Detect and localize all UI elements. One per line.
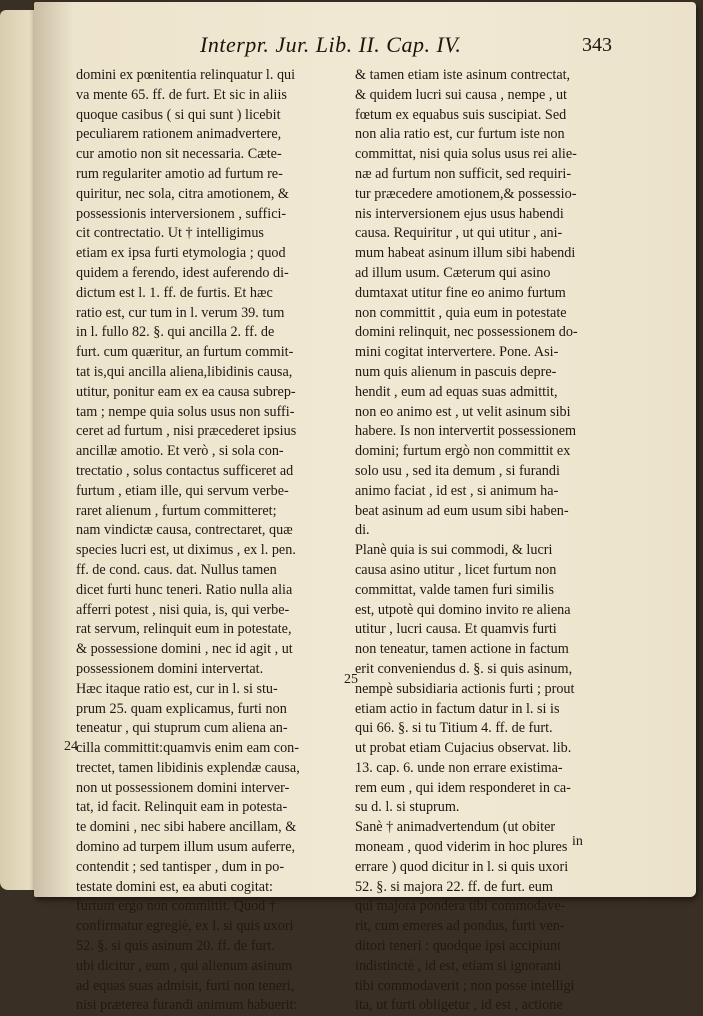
text-line: domini relinquit, nec possessionem do- — [355, 324, 578, 341]
text-line: mum habeat asinum illum sibi habendi — [355, 245, 576, 262]
text-line: & quidem lucri sui causa , nempe , ut — [355, 86, 567, 103]
text-line: ceret ad furtum , nisi præcederet ipsius — [76, 423, 297, 440]
text-line: fœtum ex equabus suis suscipiat. Sed — [355, 106, 567, 123]
text-line: habere. Is non intervertit possessionem — [355, 423, 577, 440]
text-line: tur præcedere amotionem,& possessio- — [355, 185, 577, 202]
text-line: raret alienum , furtum committeret; — [76, 502, 277, 519]
text-line: nisi præterea furandi animum habuerit: — [76, 997, 298, 1014]
text-line: tibi commodaverit ; non posse intelligi — [355, 977, 575, 994]
margin-number-25: 25 — [344, 672, 358, 687]
text-line: ditori teneri : quodque ipsi accipiunt — [355, 938, 562, 955]
text-line: species lucri est, ut diximus , ex l. pen. — [76, 542, 296, 559]
text-line: nam vindictæ causa, contrectaret, quæ — [76, 522, 293, 539]
text-line: furt. cum quæritur, an furtum commit- — [76, 344, 294, 361]
text-line: moneam , quod viderim in hoc plures — [355, 839, 568, 856]
text-line: teneatur , qui stuprum cum aliena an- — [76, 720, 288, 737]
text-line: errare ) quod dicitur in l. si quis uxori — [355, 858, 569, 875]
text-line: dicet furti hunc teneri. Ratio nulla alia — [76, 581, 293, 598]
catchword: in — [572, 834, 583, 849]
text-line: trectatio , solus contactus sufficeret ad — [76, 462, 294, 479]
text-line: contendit ; sed tantisper , dum in po- — [76, 858, 285, 875]
text-line: animo faciat , id est , si animum ha- — [355, 482, 559, 499]
text-line: num quis alienum in pascuis depre- — [355, 363, 557, 380]
text-line: tat, id facit. Relinquit eam in potesta- — [76, 799, 288, 816]
text-line: ff. de cond. caus. dat. Nullus tamen — [76, 561, 277, 578]
text-line: dumtaxat utitur fine eo animo furtum — [355, 284, 566, 301]
text-line: trectet, tamen libidinis explendæ causa, — [76, 759, 300, 776]
text-line: rum regulariter amotio ad furtum re- — [76, 165, 283, 182]
text-line: rem eum , qui idem responderet in ca- — [355, 779, 571, 796]
text-line: furtum , etiam ille, qui servum verbe- — [76, 482, 289, 499]
text-line: ubi dicitur , eum , qui alienum asinum — [76, 957, 293, 974]
text-line: beat asinum ad eum usum sibi haben- — [355, 502, 569, 519]
text-line: dictum est l. 1. ff. de furtis. Et hæc — [76, 284, 273, 301]
text-line: possessionem domini intervertat. — [76, 660, 264, 677]
text-line: 13. cap. 6. unde non errare existima- — [355, 759, 563, 776]
left-text-column — [76, 66, 338, 1016]
text-line: non committit , quia eum in potestate — [355, 304, 567, 321]
text-line: utitur , lucri causa. Et quamvis furti — [355, 621, 557, 638]
text-line: te domini , nec sibi habere ancillam, & — [76, 819, 297, 836]
text-line: quiritur, nec sola, citra amotionem, & — [76, 185, 289, 202]
text-line: causa. Requiritur , ut qui utitur , ani- — [355, 225, 563, 242]
text-line: prum 25. quam explicamus, furti non — [76, 700, 287, 717]
text-line: confirmatur egregiè, ex l. si quis uxori — [76, 918, 294, 935]
text-line: hendit , eum ad equas suas admittit, — [355, 383, 558, 400]
text-line: committat, valde tamen furi similis — [355, 581, 554, 598]
text-line: ad equas suas admisit, furti non teneri, — [76, 977, 295, 994]
right-text-column — [355, 66, 612, 1016]
text-line: cilla committit:quamvis enim eam con- — [76, 740, 300, 757]
text-line: mini cogitat intervertere. Pone. Asi- — [355, 344, 559, 361]
text-line: va mente 65. ff. de furt. Et sic in aliis — [76, 86, 287, 103]
text-line: ratio est, cur tum in l. verum 39. tum — [76, 304, 285, 321]
text-line: domini; furtum ergò non committit ex — [355, 443, 571, 460]
margin-number-24: 24 — [64, 739, 78, 754]
text-line: erit conveniendus d. §. si quis asinum, — [355, 660, 573, 677]
text-line: non teneatur, tamen actione in factum — [355, 641, 569, 658]
running-header — [200, 32, 670, 62]
text-line: Hæc itaque ratio est, cur in l. si stu- — [76, 680, 278, 697]
text-line: quidem a ferendo, idest auferendo di- — [76, 264, 289, 281]
text-line: ut probat etiam Cujacius observat. lib. — [355, 740, 572, 757]
text-line: nis interversionem ejus usus habendi — [355, 205, 564, 222]
text-line: committat, nisi quia solus usus rei alie- — [355, 146, 577, 163]
text-line: & tamen etiam iste asinum contrectat, — [355, 67, 571, 83]
text-line: utitur, ponitur eam ex ea causa subrep- — [76, 383, 296, 400]
text-line: su d. l. si stuprum. — [355, 799, 460, 816]
text-line: indistinctè , id est, etiam si ignoranti — [355, 957, 562, 974]
text-line: etiam ex ipsa furti etymologia ; quod — [76, 245, 286, 262]
text-line: furtum ergo non committit. Quod † — [76, 898, 276, 915]
text-line: possessionis interversionem , suffici- — [76, 205, 287, 222]
page-number: 343 — [582, 34, 612, 56]
text-line: quoque casibus ( si qui sunt ) licebit — [76, 106, 281, 123]
text-line: rit, cum emeres ad pondus, furti ven- — [355, 918, 565, 935]
text-line: cur amotio non sit necessaria. Cæte- — [76, 146, 282, 163]
text-line: non ut possessionem domini interver- — [76, 779, 290, 796]
header-title: Interpr. Jur. Lib. II. Cap. IV. — [200, 32, 462, 57]
text-line: ita, ut furti obligetur , id est , actione — [355, 997, 563, 1014]
text-line: solo usu , sed ita demum , si furandi — [355, 462, 560, 479]
text-line: in l. fullo 82. §. qui ancilla 2. ff. de — [76, 324, 275, 341]
text-line: 52. §. si quis asinum 20. ff. de furt. — [76, 938, 275, 955]
text-line: ad illum usum. Cæterum qui asino — [355, 264, 551, 281]
text-line: 52. §. si majora 22. ff. de furt. eum — [355, 878, 553, 895]
text-line: domino ad turpem illum usum auferre, — [76, 839, 296, 856]
text-line: non alia ratio est, cur furtum iste non — [355, 126, 565, 143]
text-line: qui majora pondera tibi commodave- — [355, 898, 566, 915]
text-line: afferri potest , nisi quia, is, qui verbe- — [76, 601, 290, 618]
text-line: tam ; nempe quia solus usus non suffi- — [76, 403, 295, 420]
text-line: & possessione domini , nec id agit , ut — [76, 641, 293, 658]
text-line: domini ex pœnitentia relinquatur l. qui — [76, 67, 296, 83]
text-line: tat is,qui ancilla aliena,libidinis causa, — [76, 363, 293, 380]
text-line: non eo animo est , ut velit asinum sibi — [355, 403, 571, 420]
text-line: qui 66. §. si tu Titium 4. ff. de furt. — [355, 720, 553, 737]
text-line: etiam actio in factum datur in l. si is — [355, 700, 560, 717]
text-line: næ ad furtum non sufficit, sed requiri- — [355, 165, 572, 182]
text-line: testate domini est, ea abuti cogitat: — [76, 878, 273, 895]
text-line: Sanè † animadvertendum (ut obiter — [355, 819, 556, 836]
text-line: peculiarem rationem animadvertere, — [76, 126, 282, 143]
text-line: nempè subsidiaria actionis furti ; prout — [355, 680, 575, 697]
text-line: ancillæ amotio. Et verò , si sola con- — [76, 443, 284, 460]
text-line: Planè quia is sui commodi, & lucri — [355, 542, 553, 559]
text-line: causa asino utitur , licet furtum non — [355, 561, 557, 578]
text-line: di. — [355, 522, 370, 539]
text-line: est, utpotè qui domino invito re aliena — [355, 601, 571, 618]
text-line: cit contrectatio. Ut † intelligimus — [76, 225, 264, 242]
text-line: rat servum, relinquit eum in potestate, — [76, 621, 292, 638]
